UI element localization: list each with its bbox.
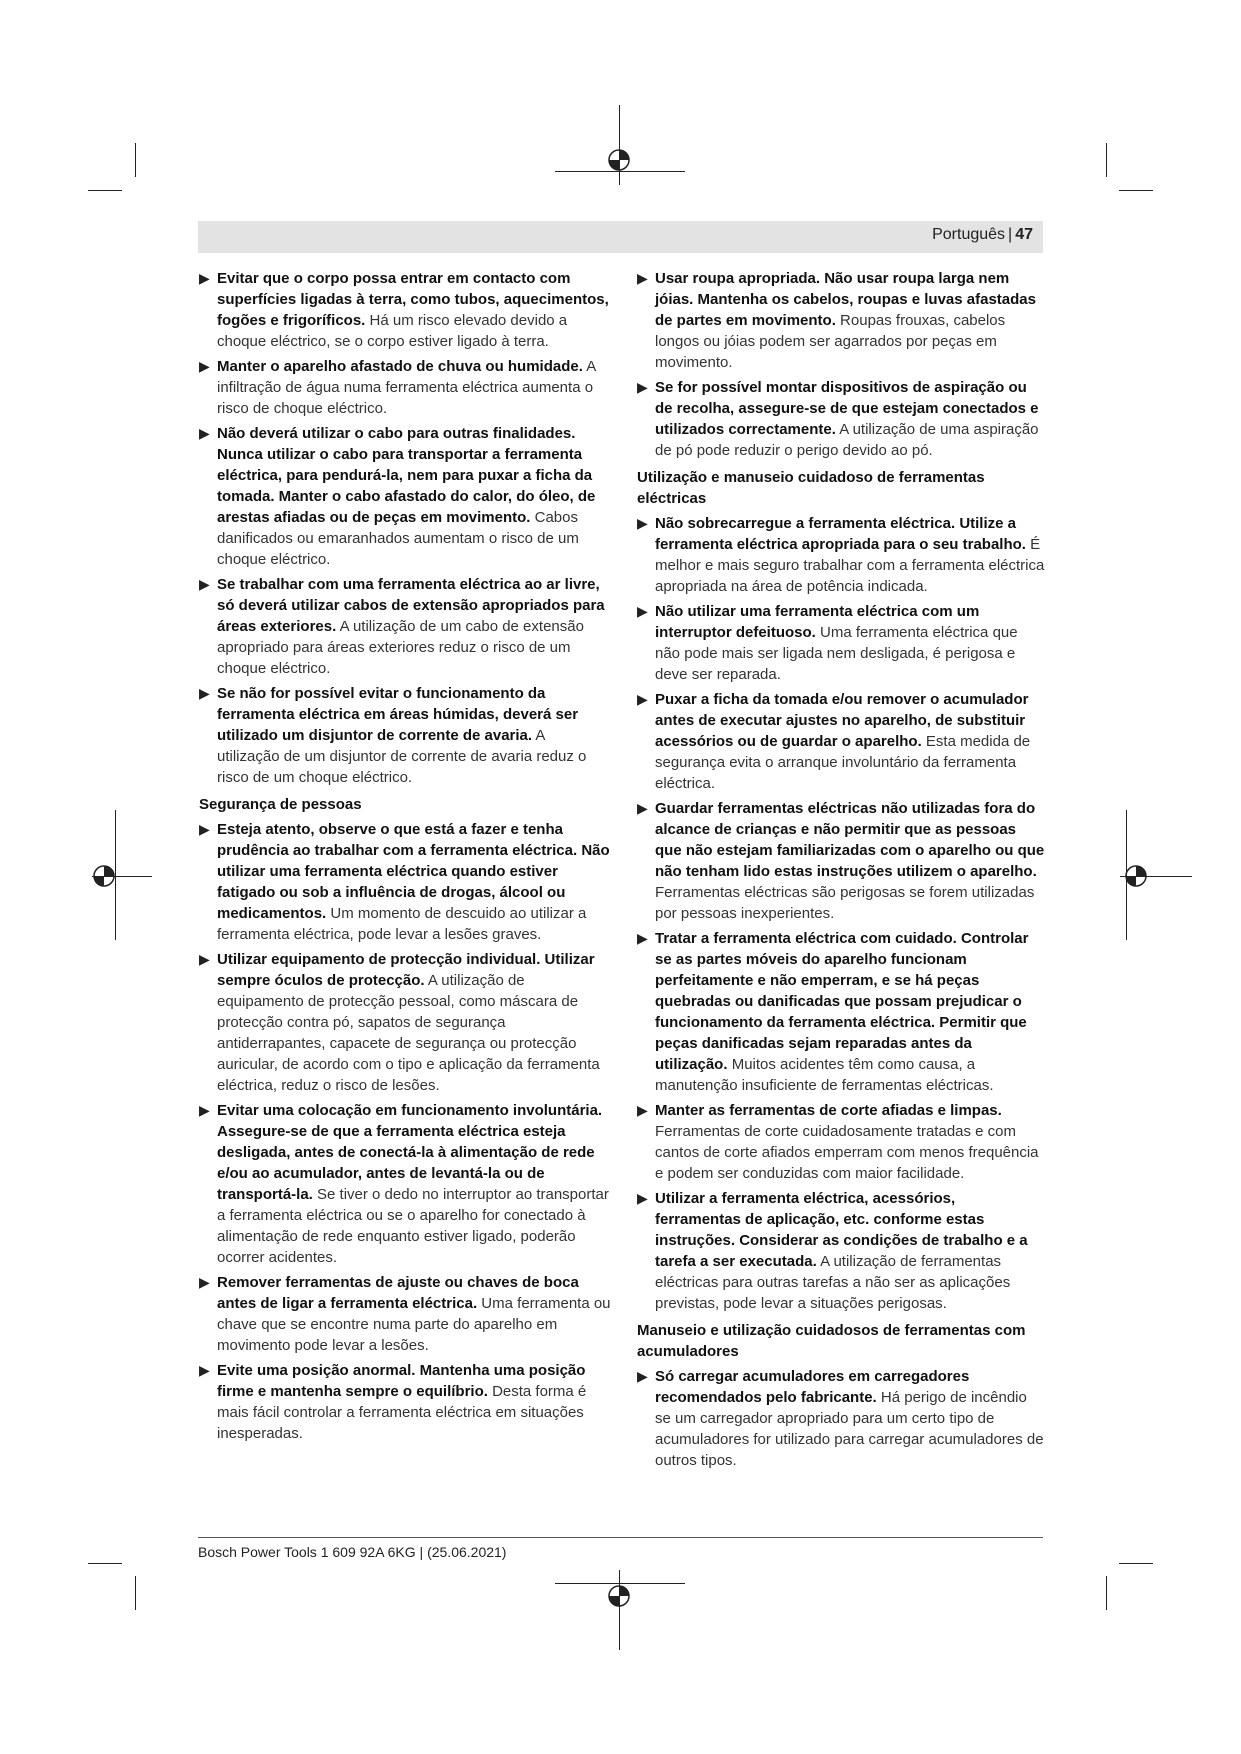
bullet-arrow-icon: ▶: [637, 1102, 648, 1118]
bullet-arrow-icon: ▶: [199, 425, 210, 441]
right-column: [637, 268, 1045, 1475]
bullet-arrow-icon: ▶: [199, 951, 210, 967]
page-header: [198, 221, 1043, 253]
bullet-arrow-icon: ▶: [199, 685, 210, 701]
safety-item: ▶ Não sobrecarregue a ferramenta eléctrica. Utilize a ferramenta eléctrica apropriada para o seu trabalho. É melhor e mais seguro trabalhar com a ferramenta eléctrica apropriada na área de potência indicada.: [637, 515, 1045, 595]
registration-line: [619, 1570, 620, 1650]
safety-item: ▶ Evitar uma colocação em funcionamento involuntária. Assegure-se de que a ferramenta eléctrica esteja desligada, antes de conectá-la à alimentação de rede e/ou ao acumulador, antes de levantá-la ou de transportá-la. Se tiver o dedo no interruptor ao transportar a ferramenta eléctrica ou se o aparelho for conectado à alimentação de rede enquanto estiver ligado, poderão ocorrer acidentes.: [199, 1102, 609, 1266]
bullet-arrow-icon: ▶: [637, 1368, 648, 1384]
safety-item: ▶ Evitar que o corpo possa entrar em contacto com superfícies ligadas à terra, como tubos, aquecimentos, fogões e frigoríficos. Há um risco elevado devido a choque eléctrico, se o corpo estiver ligado à terra.: [199, 270, 609, 350]
safety-item: ▶ Utilizar equipamento de protecção individual. Utilizar sempre óculos de protecção. A utilização de equipamento de protecção pessoal, como máscara de protecção contra pó, sapatos de segurança antiderrapantes, capacete de segurança ou protecção auricular, de acordo com o tipo e aplicação da ferramenta eléctrica, reduz o risco de lesões.: [199, 951, 600, 1094]
safety-item: ▶ Manter as ferramentas de corte afiadas e limpas. Ferramentas de corte cuidadosamente tratadas e com cantos de corte afiados emperram com menos frequência e podem ser conduzidas com maior facilidade.: [637, 1102, 1039, 1182]
crop-mark: [1106, 1576, 1107, 1610]
safety-item: ▶ Utilizar a ferramenta eléctrica, acessórios, ferramentas de aplicação, etc. conforme estas instruções. Considerar as condições de trabalho e a tarefa a ser executada. A utilização de ferramentas eléctricas para outras tarefas a não ser as aplicações previstas, pode levar a situações perigosas.: [637, 1190, 1028, 1312]
safety-item: ▶ Remover ferramentas de ajuste ou chaves de boca antes de ligar a ferramenta eléctrica. Uma ferramenta ou chave que se encontre numa parte do aparelho em movimento pode levar a lesões.: [199, 1274, 611, 1354]
registration-line: [619, 105, 620, 185]
safety-item: ▶ Puxar a ficha da tomada e/ou remover o acumulador antes de executar ajustes no aparelho, de substituir acessórios ou de guardar o aparelho. Esta medida de segurança evita o arranque involuntário da ferramenta eléctrica.: [637, 691, 1031, 792]
safety-item: ▶ Guardar ferramentas eléctricas não utilizadas fora do alcance de crianças e não permitir que as pessoas que não estejam familiarizadas com o aparelho ou que não tenham lido estas instruções utilizem o aparelho. Ferramentas eléctricas são perigosas se forem utilizadas por pessoas inexperientes.: [637, 800, 1045, 922]
safety-item: ▶ Manter o aparelho afastado de chuva ou humidade. A infiltração de água numa ferramenta eléctrica aumenta o risco de choque eléctrico.: [199, 358, 596, 417]
bullet-arrow-icon: ▶: [637, 603, 648, 619]
bullet-arrow-icon: ▶: [637, 800, 648, 816]
crop-mark: [1106, 143, 1107, 177]
crop-mark: [1119, 190, 1153, 191]
bullet-arrow-icon: ▶: [637, 379, 648, 395]
crop-mark: [135, 1576, 136, 1610]
bullet-arrow-icon: ▶: [637, 515, 648, 531]
bullet-arrow-icon: ▶: [199, 1274, 210, 1290]
header-language: Português: [932, 226, 1006, 243]
section-title: Manuseio e utilização cuidadosos de ferramentas com acumuladores: [637, 1322, 1026, 1360]
bullet-arrow-icon: ▶: [637, 930, 648, 946]
safety-item: ▶ Tratar a ferramenta eléctrica com cuidado. Controlar se as partes móveis do aparelho funcionam perfeitamente e não emperram, e se há peças quebradas ou danificadas que possam prejudicar o funcionamento da ferramenta eléctrica. Permitir que peças danificadas sejam reparadas antes da utilização. Muitos acidentes têm como causa, a manutenção insuficiente de ferramentas eléctricas.: [637, 930, 1029, 1094]
safety-item: ▶ Só carregar acumuladores em carregadores recomendados pelo fabricante. Há perigo de incêndio se um carregador apropriado para um certo tipo de acumuladores for utilizado para carregar acumuladores de outros tipos.: [637, 1368, 1044, 1469]
safety-item: ▶ Evite uma posição anormal. Mantenha uma posição firme e mantenha sempre o equilíbrio. Desta forma é mais fácil controlar a ferramenta eléctrica em situações inesperadas.: [199, 1362, 587, 1442]
safety-item: ▶ Se não for possível evitar o funcionamento da ferramenta eléctrica em áreas húmidas, deverá ser utilizado um disjuntor de corrente de avaria. A utilização de um disjuntor de corrente de avaria reduz o risco de um choque eléctrico.: [199, 685, 587, 786]
safety-item: ▶ Usar roupa apropriada. Não usar roupa larga nem jóias. Mantenha os cabelos, roupas e luvas afastadas de partes em movimento. Roupas frouxas, cabelos longos ou jóias podem ser agarrados por peças em movimento.: [637, 270, 1036, 371]
bullet-arrow-icon: ▶: [637, 270, 648, 286]
bullet-arrow-icon: ▶: [637, 1190, 648, 1206]
left-column: [199, 268, 611, 1448]
registration-target-icon: [92, 864, 116, 888]
safety-item: ▶ Se for possível montar dispositivos de aspiração ou de recolha, assegure-se de que estejam conectados e utilizados correctamente. A utilização de uma aspiração de pó pode reduzir o perigo devido ao pó.: [637, 379, 1039, 459]
safety-item: ▶ Esteja atento, observe o que está a fazer e tenha prudência ao trabalhar com a ferramenta eléctrica. Não utilizar uma ferramenta eléctrica quando estiver fatigado ou sob a influência de drogas, álcool ou medicamentos. Um momento de descuido ao utilizar a ferramenta eléctrica, pode levar a lesões graves.: [199, 821, 610, 943]
registration-target-icon: [1124, 864, 1148, 888]
registration-target-icon: [607, 1584, 631, 1608]
crop-mark: [88, 190, 122, 191]
footer-rule: [198, 1537, 1043, 1538]
bullet-arrow-icon: ▶: [199, 576, 210, 592]
bullet-arrow-icon: ▶: [199, 358, 210, 374]
safety-item: ▶ Não deverá utilizar o cabo para outras finalidades. Nunca utilizar o cabo para transportar a ferramenta eléctrica, para pendurá-la, nem para puxar a ficha da tomada. Manter o cabo afastado do calor, do óleo, de arestas afiadas ou de peças em movimento. Cabos danificados ou emaranhados aumentam o risco de um choque eléctrico.: [199, 425, 596, 568]
crop-mark: [88, 1563, 122, 1564]
header-text: Português | 47: [932, 226, 1033, 243]
bullet-arrow-icon: ▶: [637, 691, 648, 707]
safety-item: ▶ Se trabalhar com uma ferramenta eléctrica ao ar livre, só deverá utilizar cabos de extensão apropriados para áreas exteriores. A utilização de um cabo de extensão apropriado para áreas exteriores reduz o risco de um choque eléctrico.: [199, 576, 605, 677]
bullet-arrow-icon: ▶: [199, 1362, 210, 1378]
section-title: Utilização e manuseio cuidadoso de ferramentas eléctricas: [637, 469, 985, 507]
section-title: Segurança de pessoas: [199, 796, 362, 813]
bullet-arrow-icon: ▶: [199, 270, 210, 286]
bullet-arrow-icon: ▶: [199, 821, 210, 837]
page-number: 47: [1015, 226, 1033, 243]
crop-mark: [1119, 1563, 1153, 1564]
bullet-arrow-icon: ▶: [199, 1102, 210, 1118]
registration-target-icon: [607, 148, 631, 172]
crop-mark: [135, 143, 136, 177]
safety-item: ▶ Não utilizar uma ferramenta eléctrica com um interruptor defeituoso. Uma ferramenta eléctrica que não pode mais ser ligada nem desligada, é perigosa e deve ser reparada.: [637, 603, 1018, 683]
page-footer: Bosch Power Tools 1 609 92A 6KG | (25.06.2021): [198, 1544, 507, 1560]
